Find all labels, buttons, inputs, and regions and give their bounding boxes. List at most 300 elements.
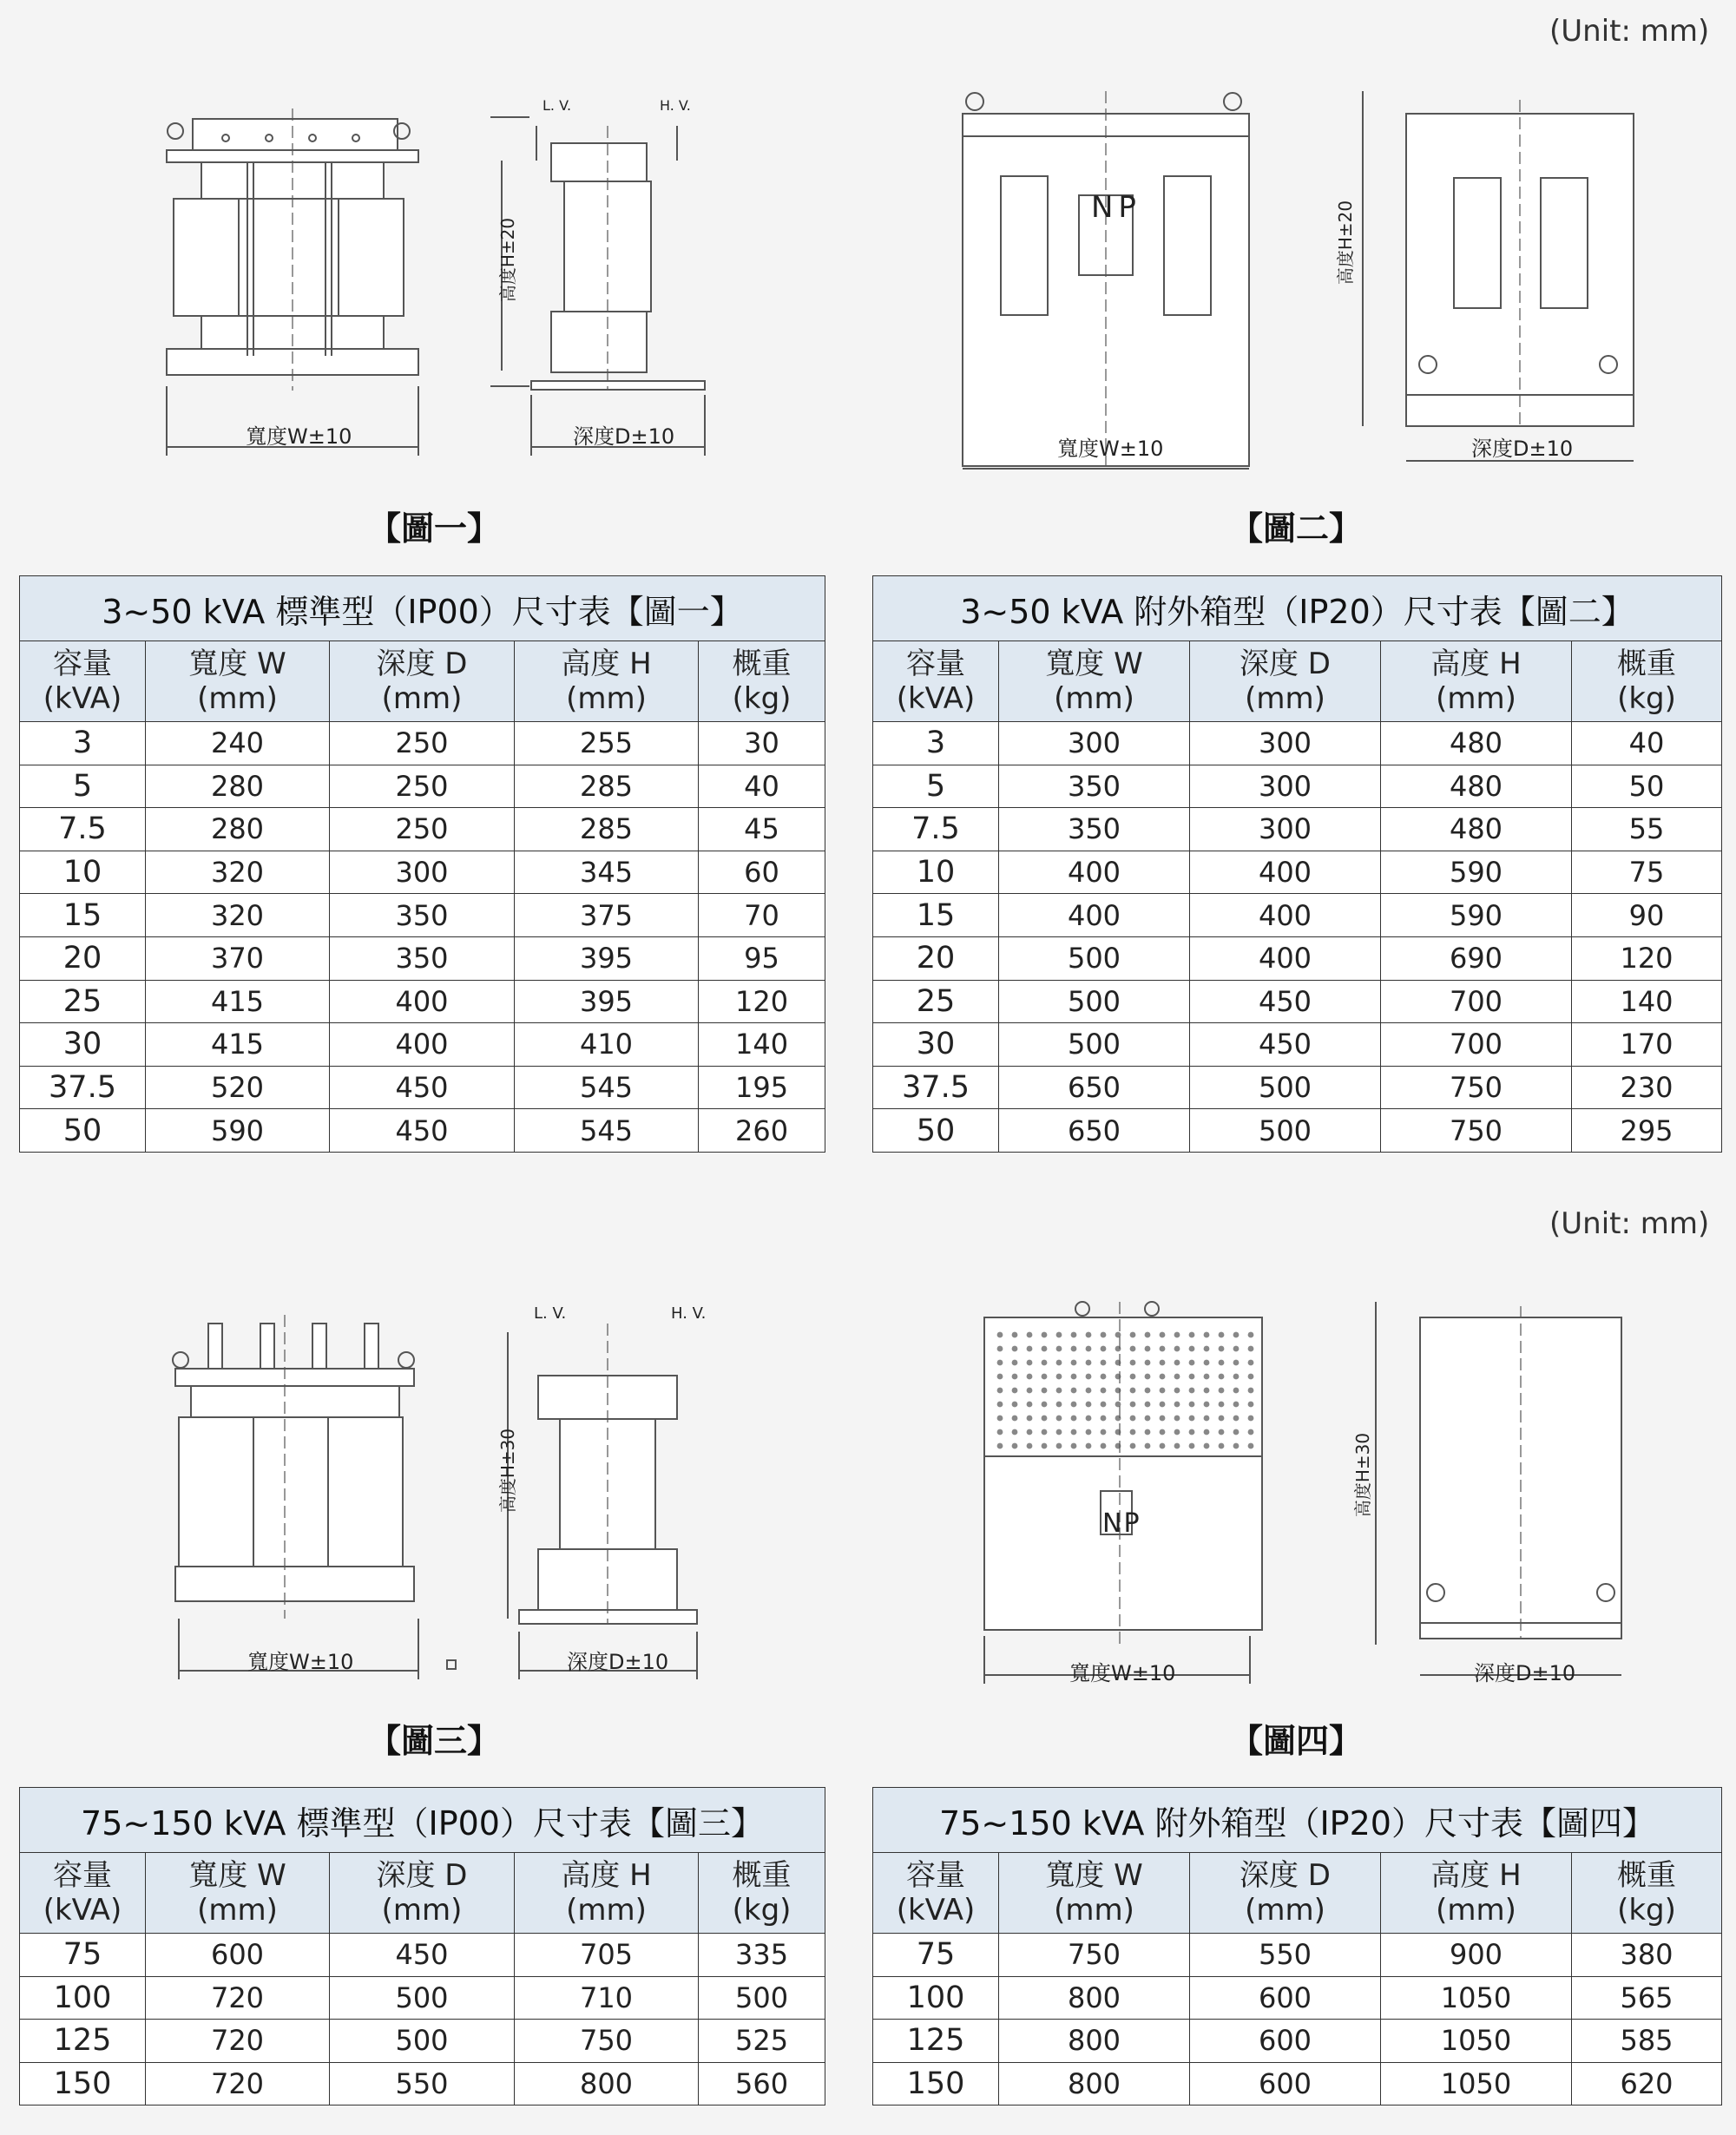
cell-width: 520 bbox=[146, 1066, 330, 1109]
header-capacity: 容量 (kVA) bbox=[20, 641, 146, 722]
vent-hole bbox=[1248, 1416, 1254, 1422]
cell-weight: 195 bbox=[699, 1066, 825, 1109]
cell-height: 410 bbox=[515, 1023, 699, 1067]
vent-hole bbox=[1012, 1360, 1018, 1366]
cell-height: 700 bbox=[1381, 1023, 1572, 1067]
vent-hole bbox=[1042, 1416, 1048, 1422]
vent-hole bbox=[1101, 1346, 1107, 1352]
vent-hole bbox=[1101, 1332, 1107, 1338]
figure-2-height-label: 高度H±20 bbox=[1335, 200, 1357, 286]
vent-hole bbox=[1189, 1360, 1195, 1366]
cell-capacity: 125 bbox=[20, 2020, 146, 2063]
cell-depth: 500 bbox=[1190, 1066, 1381, 1109]
vent-hole bbox=[1248, 1388, 1254, 1394]
cell-weight: 335 bbox=[699, 1934, 825, 1977]
cell-capacity: 30 bbox=[873, 1023, 999, 1067]
cell-height: 545 bbox=[515, 1109, 699, 1153]
cell-capacity: 10 bbox=[873, 851, 999, 894]
vent-hole bbox=[1233, 1388, 1240, 1394]
table-row bbox=[873, 894, 1722, 937]
figure-4-drawing bbox=[972, 1293, 1649, 1701]
vent-hole bbox=[1145, 1429, 1151, 1435]
cell-depth: 350 bbox=[330, 894, 515, 937]
table-row bbox=[20, 1934, 825, 1977]
cell-depth: 600 bbox=[1190, 2062, 1381, 2105]
vent-hole bbox=[1219, 1374, 1225, 1380]
cell-height: 705 bbox=[515, 1934, 699, 1977]
cell-width: 370 bbox=[146, 936, 330, 980]
cell-capacity: 20 bbox=[20, 936, 146, 980]
table-row bbox=[20, 1976, 825, 2020]
vent-hole bbox=[997, 1388, 1003, 1394]
vent-hole bbox=[1071, 1429, 1077, 1435]
figure-1-depth-label: 深度D±10 bbox=[573, 424, 675, 449]
figure-3-hv-label: H. V. bbox=[671, 1304, 707, 1323]
cell-weight: 75 bbox=[1572, 851, 1722, 894]
header-height: 高度 H (mm) bbox=[1381, 1853, 1572, 1934]
cell-depth: 250 bbox=[330, 808, 515, 851]
cell-depth: 550 bbox=[1190, 1934, 1381, 1977]
spec-table-3 bbox=[19, 1787, 825, 2105]
cell-weight: 50 bbox=[1572, 765, 1722, 808]
cell-width: 600 bbox=[146, 1934, 330, 1977]
cell-depth: 250 bbox=[330, 722, 515, 765]
figure-1-drawing bbox=[156, 91, 729, 473]
vent-hole bbox=[1233, 1360, 1240, 1366]
table-row bbox=[873, 980, 1722, 1023]
table-row bbox=[20, 765, 825, 808]
header-weight: 概重 (kg) bbox=[699, 1853, 825, 1934]
header-weight: 概重 (kg) bbox=[1572, 641, 1722, 722]
figure-1-hv-label: H. V. bbox=[660, 97, 691, 114]
cell-capacity: 100 bbox=[20, 1976, 146, 2020]
table-row bbox=[20, 894, 825, 937]
spec-table-4 bbox=[872, 1787, 1722, 2105]
vent-hole bbox=[1174, 1416, 1180, 1422]
vent-hole bbox=[1248, 1402, 1254, 1408]
header-depth: 深度 D (mm) bbox=[1190, 1853, 1381, 1934]
table-row bbox=[873, 722, 1722, 765]
vent-hole bbox=[1071, 1402, 1077, 1408]
cell-width: 500 bbox=[999, 1023, 1190, 1067]
vent-hole bbox=[1086, 1402, 1092, 1408]
cell-depth: 500 bbox=[330, 2020, 515, 2063]
vent-hole bbox=[1174, 1388, 1180, 1394]
vent-hole bbox=[1189, 1388, 1195, 1394]
header-capacity: 容量 (kVA) bbox=[873, 641, 999, 722]
vent-hole bbox=[1027, 1402, 1033, 1408]
table-row bbox=[873, 808, 1722, 851]
vent-hole bbox=[1189, 1332, 1195, 1338]
table-row bbox=[20, 936, 825, 980]
vent-hole bbox=[1086, 1346, 1092, 1352]
cell-width: 400 bbox=[999, 851, 1190, 894]
cell-capacity: 50 bbox=[20, 1109, 146, 1153]
header-weight: 概重 (kg) bbox=[1572, 1853, 1722, 1934]
unit-label-bottom: (Unit: mm) bbox=[1549, 1206, 1710, 1241]
cell-weight: 565 bbox=[1572, 1976, 1722, 2020]
spec-table-1 bbox=[19, 575, 825, 1153]
vent-hole bbox=[1086, 1388, 1092, 1394]
vent-hole bbox=[1174, 1402, 1180, 1408]
table-title: 75~150 kVA 附外箱型（IP20）尺寸表【圖四】 bbox=[873, 1788, 1722, 1853]
header-width: 寬度 W (mm) bbox=[999, 641, 1190, 722]
vent-hole bbox=[1056, 1360, 1062, 1366]
figure-2-np-label: NP bbox=[1091, 190, 1141, 225]
cell-capacity: 5 bbox=[20, 765, 146, 808]
cell-weight: 55 bbox=[1572, 808, 1722, 851]
table-row bbox=[873, 1109, 1722, 1153]
table-row bbox=[873, 1976, 1722, 2020]
cell-height: 545 bbox=[515, 1066, 699, 1109]
vent-hole bbox=[1130, 1416, 1136, 1422]
cell-depth: 300 bbox=[1190, 808, 1381, 851]
cell-weight: 260 bbox=[699, 1109, 825, 1153]
vent-hole bbox=[1012, 1443, 1018, 1449]
vent-hole bbox=[1071, 1346, 1077, 1352]
cell-depth: 400 bbox=[1190, 851, 1381, 894]
cell-capacity: 7.5 bbox=[20, 808, 146, 851]
vent-hole bbox=[1027, 1443, 1033, 1449]
cell-width: 720 bbox=[146, 2062, 330, 2105]
vent-hole bbox=[1219, 1429, 1225, 1435]
vent-hole bbox=[1042, 1360, 1048, 1366]
vent-hole bbox=[1189, 1416, 1195, 1422]
vent-hole bbox=[1101, 1388, 1107, 1394]
table-title: 3~50 kVA 標準型（IP00）尺寸表【圖一】 bbox=[20, 576, 825, 641]
cell-weight: 560 bbox=[699, 2062, 825, 2105]
figure-2-width-label: 寬度W±10 bbox=[1057, 437, 1164, 461]
cell-height: 285 bbox=[515, 808, 699, 851]
cell-width: 320 bbox=[146, 851, 330, 894]
cell-height: 395 bbox=[515, 936, 699, 980]
figure-2-depth-label: 深度D±10 bbox=[1471, 437, 1574, 461]
cell-weight: 585 bbox=[1572, 2020, 1722, 2063]
vent-hole bbox=[1012, 1332, 1018, 1338]
vent-hole bbox=[1204, 1374, 1210, 1380]
vent-hole bbox=[1145, 1402, 1151, 1408]
vent-hole bbox=[1204, 1388, 1210, 1394]
figure-4-caption: 【圖四】 bbox=[1229, 1722, 1362, 1760]
vent-hole bbox=[1160, 1443, 1166, 1449]
cell-capacity: 125 bbox=[873, 2020, 999, 2063]
cell-depth: 450 bbox=[330, 1934, 515, 1977]
vent-hole bbox=[1042, 1374, 1048, 1380]
vent-hole bbox=[1012, 1346, 1018, 1352]
cell-capacity: 25 bbox=[873, 980, 999, 1023]
vent-hole bbox=[1248, 1429, 1254, 1435]
table-row bbox=[20, 2062, 825, 2105]
vent-hole bbox=[1233, 1429, 1240, 1435]
vent-hole bbox=[1219, 1443, 1225, 1449]
cell-width: 300 bbox=[999, 722, 1190, 765]
cell-width: 280 bbox=[146, 765, 330, 808]
table-title: 75~150 kVA 標準型（IP00）尺寸表【圖三】 bbox=[20, 1788, 825, 1853]
vent-hole bbox=[1042, 1388, 1048, 1394]
cell-depth: 300 bbox=[1190, 765, 1381, 808]
vent-hole bbox=[1027, 1360, 1033, 1366]
vent-hole bbox=[1219, 1416, 1225, 1422]
vent-hole bbox=[1027, 1346, 1033, 1352]
vent-hole bbox=[1189, 1346, 1195, 1352]
vent-hole bbox=[1145, 1374, 1151, 1380]
vent-hole bbox=[1145, 1346, 1151, 1352]
vent-hole bbox=[1174, 1360, 1180, 1366]
figure-3-width-label: 寬度W±10 bbox=[247, 1650, 354, 1674]
vent-hole bbox=[1056, 1443, 1062, 1449]
vent-hole bbox=[1174, 1443, 1180, 1449]
cell-height: 395 bbox=[515, 980, 699, 1023]
vent-hole bbox=[1160, 1360, 1166, 1366]
header-depth: 深度 D (mm) bbox=[1190, 641, 1381, 722]
figure-3-height-label: 高度H±30 bbox=[497, 1428, 519, 1514]
vent-hole bbox=[1145, 1443, 1151, 1449]
vent-hole bbox=[1012, 1429, 1018, 1435]
vent-hole bbox=[1248, 1346, 1254, 1352]
cell-width: 500 bbox=[999, 936, 1190, 980]
vent-hole bbox=[1174, 1332, 1180, 1338]
cell-width: 800 bbox=[999, 2062, 1190, 2105]
table-row bbox=[20, 722, 825, 765]
header-capacity: 容量 (kVA) bbox=[20, 1853, 146, 1934]
vent-hole bbox=[1056, 1416, 1062, 1422]
figure-2-drawing bbox=[950, 82, 1645, 482]
cell-depth: 600 bbox=[1190, 1976, 1381, 2020]
vent-hole bbox=[1204, 1332, 1210, 1338]
vent-hole bbox=[1219, 1388, 1225, 1394]
figure-3-drawing bbox=[156, 1306, 729, 1697]
vent-hole bbox=[1012, 1374, 1018, 1380]
vent-hole bbox=[1042, 1332, 1048, 1338]
header-depth: 深度 D (mm) bbox=[330, 1853, 515, 1934]
cell-capacity: 37.5 bbox=[873, 1066, 999, 1109]
cell-capacity: 3 bbox=[20, 722, 146, 765]
vent-hole bbox=[1130, 1388, 1136, 1394]
cell-height: 750 bbox=[1381, 1066, 1572, 1109]
cell-depth: 450 bbox=[1190, 980, 1381, 1023]
vent-hole bbox=[1130, 1443, 1136, 1449]
vent-hole bbox=[1189, 1429, 1195, 1435]
figure-2-caption: 【圖二】 bbox=[1229, 509, 1362, 548]
header-width: 寬度 W (mm) bbox=[999, 1853, 1190, 1934]
cell-height: 1050 bbox=[1381, 1976, 1572, 2020]
cell-height: 710 bbox=[515, 1976, 699, 2020]
cell-depth: 450 bbox=[330, 1109, 515, 1153]
vent-hole bbox=[997, 1443, 1003, 1449]
vent-hole bbox=[1027, 1388, 1033, 1394]
vent-hole bbox=[1189, 1402, 1195, 1408]
cell-capacity: 75 bbox=[20, 1934, 146, 1977]
header-capacity: 容量 (kVA) bbox=[873, 1853, 999, 1934]
vent-hole bbox=[1086, 1443, 1092, 1449]
cell-weight: 140 bbox=[699, 1023, 825, 1067]
cell-capacity: 75 bbox=[873, 1934, 999, 1977]
vent-hole bbox=[1071, 1388, 1077, 1394]
vent-hole bbox=[1248, 1374, 1254, 1380]
cell-weight: 380 bbox=[1572, 1934, 1722, 1977]
vent-hole bbox=[1101, 1374, 1107, 1380]
vent-hole bbox=[1101, 1429, 1107, 1435]
vent-hole bbox=[997, 1429, 1003, 1435]
vent-hole bbox=[1145, 1388, 1151, 1394]
figure-1-width-label: 寬度W±10 bbox=[246, 424, 352, 449]
vent-hole bbox=[1160, 1332, 1166, 1338]
vent-hole bbox=[1027, 1416, 1033, 1422]
cell-capacity: 15 bbox=[20, 894, 146, 937]
cell-weight: 45 bbox=[699, 808, 825, 851]
figure-1-lv-label: L. V. bbox=[542, 97, 572, 114]
vent-hole bbox=[1160, 1402, 1166, 1408]
cell-depth: 400 bbox=[330, 1023, 515, 1067]
vent-hole bbox=[1233, 1402, 1240, 1408]
vent-hole bbox=[1012, 1388, 1018, 1394]
cell-width: 280 bbox=[146, 808, 330, 851]
cell-depth: 500 bbox=[1190, 1109, 1381, 1153]
cell-width: 750 bbox=[999, 1934, 1190, 1977]
vent-hole bbox=[1145, 1332, 1151, 1338]
cell-capacity: 25 bbox=[20, 980, 146, 1023]
vent-hole bbox=[1071, 1332, 1077, 1338]
figure-3-lv-label: L. V. bbox=[534, 1304, 567, 1323]
cell-height: 1050 bbox=[1381, 2020, 1572, 2063]
table-row bbox=[20, 980, 825, 1023]
cell-width: 720 bbox=[146, 2020, 330, 2063]
figure-1-height-label: 高度H±20 bbox=[497, 217, 519, 303]
header-height: 高度 H (mm) bbox=[1381, 641, 1572, 722]
vent-hole bbox=[1027, 1429, 1033, 1435]
vent-hole bbox=[1101, 1443, 1107, 1449]
unit-label-top: (Unit: mm) bbox=[1549, 14, 1710, 49]
cell-width: 800 bbox=[999, 2020, 1190, 2063]
cell-height: 900 bbox=[1381, 1934, 1572, 1977]
cell-capacity: 150 bbox=[20, 2062, 146, 2105]
table-row bbox=[873, 1934, 1722, 1977]
figure-4-depth-label: 深度D±10 bbox=[1474, 1661, 1576, 1685]
cell-weight: 40 bbox=[699, 765, 825, 808]
cell-weight: 70 bbox=[699, 894, 825, 937]
cell-capacity: 7.5 bbox=[873, 808, 999, 851]
vent-hole bbox=[1219, 1402, 1225, 1408]
vent-hole bbox=[1219, 1346, 1225, 1352]
vent-hole bbox=[1086, 1416, 1092, 1422]
table-row bbox=[873, 2020, 1722, 2063]
vent-hole bbox=[1189, 1443, 1195, 1449]
vent-hole bbox=[1174, 1346, 1180, 1352]
cell-width: 500 bbox=[999, 980, 1190, 1023]
vent-hole bbox=[1027, 1332, 1033, 1338]
table-row bbox=[20, 851, 825, 894]
figure-4-np-label: NP bbox=[1102, 1508, 1141, 1539]
header-height: 高度 H (mm) bbox=[515, 1853, 699, 1934]
vent-hole bbox=[1086, 1429, 1092, 1435]
cell-capacity: 10 bbox=[20, 851, 146, 894]
vent-hole bbox=[1101, 1402, 1107, 1408]
vent-hole bbox=[1160, 1346, 1166, 1352]
vent-hole bbox=[1056, 1346, 1062, 1352]
vent-hole bbox=[1042, 1429, 1048, 1435]
cell-weight: 140 bbox=[1572, 980, 1722, 1023]
table-row bbox=[873, 936, 1722, 980]
cell-capacity: 3 bbox=[873, 722, 999, 765]
cell-width: 650 bbox=[999, 1109, 1190, 1153]
cell-height: 255 bbox=[515, 722, 699, 765]
cell-height: 480 bbox=[1381, 722, 1572, 765]
cell-capacity: 30 bbox=[20, 1023, 146, 1067]
table-row bbox=[873, 2062, 1722, 2105]
vent-hole bbox=[1204, 1429, 1210, 1435]
cell-height: 750 bbox=[1381, 1109, 1572, 1153]
cell-height: 700 bbox=[1381, 980, 1572, 1023]
vent-hole bbox=[1056, 1388, 1062, 1394]
vent-hole bbox=[1130, 1374, 1136, 1380]
vent-hole bbox=[1204, 1360, 1210, 1366]
cell-weight: 90 bbox=[1572, 894, 1722, 937]
vent-hole bbox=[1056, 1429, 1062, 1435]
cell-width: 415 bbox=[146, 980, 330, 1023]
vent-hole bbox=[1086, 1360, 1092, 1366]
header-weight: 概重 (kg) bbox=[699, 641, 825, 722]
cell-width: 415 bbox=[146, 1023, 330, 1067]
table-row bbox=[20, 1109, 825, 1153]
header-width: 寬度 W (mm) bbox=[146, 1853, 330, 1934]
cell-width: 350 bbox=[999, 808, 1190, 851]
header-depth: 深度 D (mm) bbox=[330, 641, 515, 722]
cell-depth: 400 bbox=[1190, 894, 1381, 937]
vent-hole bbox=[1174, 1429, 1180, 1435]
cell-depth: 350 bbox=[330, 936, 515, 980]
vent-hole bbox=[1233, 1416, 1240, 1422]
figure-3-caption: 【圖三】 bbox=[367, 1722, 500, 1760]
vent-hole bbox=[1145, 1360, 1151, 1366]
vent-hole bbox=[1056, 1402, 1062, 1408]
cell-width: 720 bbox=[146, 1976, 330, 2020]
vent-hole bbox=[1101, 1360, 1107, 1366]
table-row bbox=[20, 2020, 825, 2063]
table-row bbox=[20, 1023, 825, 1067]
cell-weight: 295 bbox=[1572, 1109, 1722, 1153]
cell-capacity: 20 bbox=[873, 936, 999, 980]
vent-hole bbox=[1012, 1416, 1018, 1422]
vent-hole bbox=[1248, 1332, 1254, 1338]
cell-depth: 500 bbox=[330, 1976, 515, 2020]
figure-4-width-label: 寬度W±10 bbox=[1069, 1661, 1176, 1685]
cell-weight: 170 bbox=[1572, 1023, 1722, 1067]
cell-height: 480 bbox=[1381, 808, 1572, 851]
vent-hole bbox=[1130, 1360, 1136, 1366]
cell-depth: 600 bbox=[1190, 2020, 1381, 2063]
vent-hole bbox=[1101, 1416, 1107, 1422]
cell-height: 800 bbox=[515, 2062, 699, 2105]
cell-capacity: 100 bbox=[873, 1976, 999, 2020]
cell-width: 320 bbox=[146, 894, 330, 937]
vent-hole bbox=[1056, 1332, 1062, 1338]
cell-depth: 400 bbox=[330, 980, 515, 1023]
vent-hole bbox=[1160, 1416, 1166, 1422]
cell-capacity: 150 bbox=[873, 2062, 999, 2105]
header-width: 寬度 W (mm) bbox=[146, 641, 330, 722]
vent-hole bbox=[1145, 1416, 1151, 1422]
table-row bbox=[873, 1023, 1722, 1067]
vent-hole bbox=[1042, 1443, 1048, 1449]
cell-height: 375 bbox=[515, 894, 699, 937]
vent-hole bbox=[1219, 1332, 1225, 1338]
vent-hole bbox=[1071, 1360, 1077, 1366]
cell-width: 350 bbox=[999, 765, 1190, 808]
vent-hole bbox=[1130, 1402, 1136, 1408]
cell-depth: 550 bbox=[330, 2062, 515, 2105]
cell-width: 650 bbox=[999, 1066, 1190, 1109]
table-row bbox=[20, 1066, 825, 1109]
